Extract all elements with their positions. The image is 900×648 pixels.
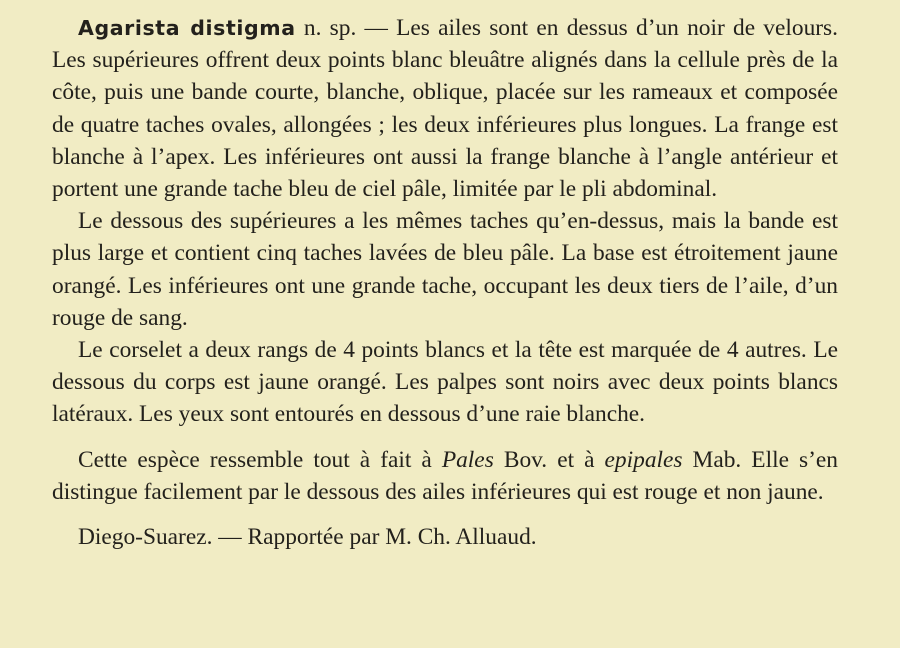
comparison-text-1: Cette espèce ressemble tout à fait à	[78, 446, 442, 473]
body-paragraph: Le corselet a deux rangs de 4 points blancs et la tête est marquée de 4 autres. Le dessous du corps est jaune orangé. Les palpes sont noirs avec deux points blancs latéraux. Les yeux sont entourés en dessous d’une raie blanche.	[52, 337, 838, 428]
description-text: n. sp. — Les ailes sont en dessus d’un noir de velours. Les supérieures offrent deux points blanc bleuâtre alignés dans la cellule près de la côte, puis une bande courte, blanche, oblique, placée sur les rameaux et composée de quatre taches ovales, allongées ; les deux inférieures plus longues. La frange est blanche à l’apex. Les inférieures ont aussi la frange blanche à l’angle antérieur et portent une grande tache bleu de ciel pâle, limitée par le pli abdominal.	[52, 15, 839, 203]
species-description-paragraph	[52, 12, 838, 205]
comparison-text-3: Mab. Elle s’en distingue facilement par le dessous des ailes inférieures qui est rouge et non jaune.	[52, 446, 838, 505]
locality-paragraph: Diego-Suarez. — Rapportée par M. Ch. Alluaud.	[78, 524, 537, 551]
underside-paragraph: Le dessous des supérieures a les mêmes taches qu’en-dessus, mais la bande est plus large et contient cinq taches lavées de bleu pâle. La base est étroitement jaune orangé. Les inférieures ont une grande tache, occupant les deux tiers de l’aile, d’un rouge de sang.	[52, 208, 838, 331]
comparison-paragraph	[52, 444, 838, 508]
species-epipales: epipales	[604, 446, 683, 473]
species-name: Agarista distigma	[78, 16, 296, 40]
comparison-text-2: Bov. et à	[493, 446, 605, 473]
species-pales: Pales	[441, 446, 494, 473]
page-text	[52, 12, 838, 553]
